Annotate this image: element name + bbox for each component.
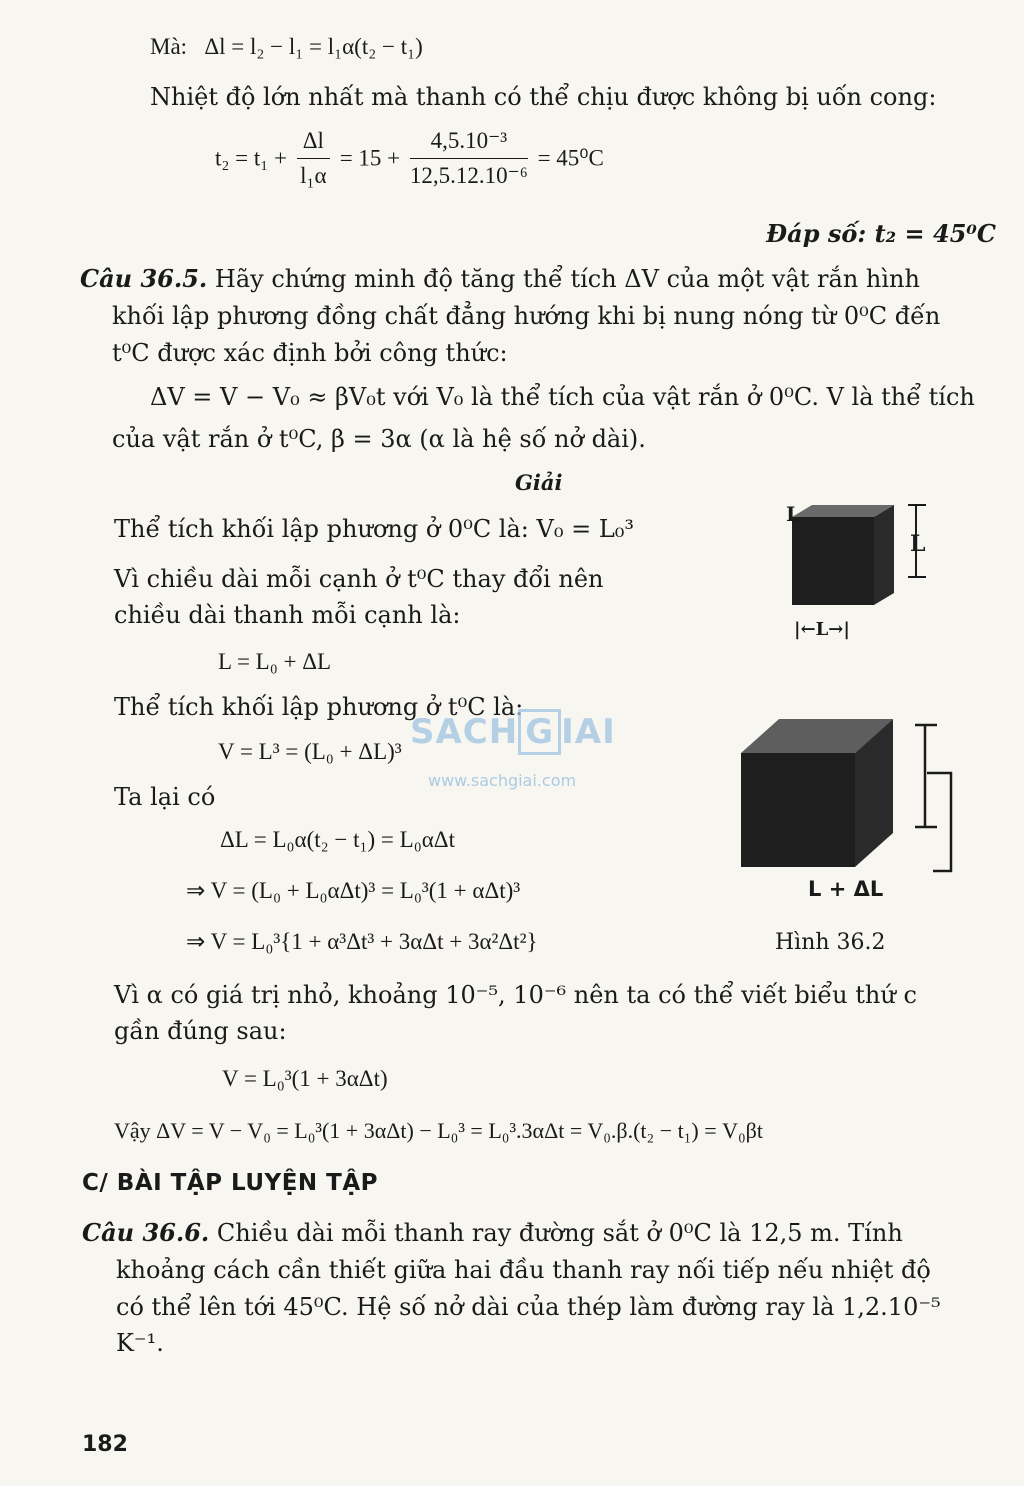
q365-line1 <box>80 262 920 296</box>
max-temp-text: Nhiệt độ lớn nhất mà thanh có thể chịu được không bị uốn cong: <box>150 83 937 111</box>
t2-equation <box>215 126 604 191</box>
step-4: Thể tích khối lập phương ở t⁰C là: <box>114 693 524 721</box>
small-cube-front <box>792 517 874 605</box>
big-cube-front <box>741 753 855 867</box>
step-10a: Vì α có giá trị nhỏ, khoảng 10⁻⁵, 10⁻⁶ nên ta có thể viết biểu thứ c <box>114 981 917 1009</box>
q366-line1 <box>82 1216 903 1250</box>
step-9: ⇒ V = L₀³{1 + α³Δt³ + 3αΔt + 3α²Δt²} <box>186 929 538 954</box>
q366-line4: K⁻¹. <box>116 1329 164 1357</box>
page-number: 182 <box>82 1432 128 1457</box>
watermark-brand-mid: G <box>518 709 561 755</box>
q366-line3: có thể lên tới 45⁰C. Hệ số nở dài của thép làm đường ray là 1,2.10⁻⁵ <box>116 1293 941 1321</box>
q366-text1: Chiều dài mỗi thanh ray đường sắt ở 0⁰C là 12,5 m. Tính <box>216 1219 903 1247</box>
step-8: ⇒ V = (L₀ + L₀αΔt)³ = L₀³(1 + αΔt)³ <box>186 878 521 903</box>
q365-line3: t⁰C được xác định bởi công thức: <box>112 339 508 367</box>
watermark-brand-left: SACH <box>410 712 519 752</box>
q366-line2: khoảng cách cần thiết giữa hai đầu thanh ray nối tiếp nếu nhiệt độ <box>116 1256 931 1284</box>
q365-line5: của vật rắn ở t⁰C, β = 3α (α là hệ số nở dài). <box>112 425 646 453</box>
ma-label: Mà: <box>150 34 188 59</box>
figure-caption: Hình 36.2 <box>775 930 886 955</box>
step-7: ΔL = L₀α(t₂ − t₁) = L₀αΔt <box>220 827 455 852</box>
fraction-values-den: 12,5.12.10⁻⁶ <box>409 163 528 188</box>
watermark-url: www.sachgiai.com <box>428 771 577 790</box>
fraction-values-num: 4,5.10⁻³ <box>410 126 528 159</box>
answer: Đáp số: t₂ = 45⁰C <box>766 219 996 248</box>
step-5: V = L³ = (L₀ + ΔL)³ <box>218 739 402 764</box>
small-side-label: L <box>910 531 926 557</box>
watermark-brand-right: IAI <box>561 712 616 752</box>
t2-result: = 45⁰C <box>537 145 604 171</box>
solution-heading: Giải <box>515 470 563 495</box>
big-bottom-label: L + ΔL <box>808 877 884 901</box>
q365-label: Câu 36.5. <box>80 264 208 293</box>
fraction-dl-den: l₁α <box>300 163 327 188</box>
small-bottom-label: |←L→| <box>794 619 850 640</box>
t2-mid: = 15 + <box>339 145 401 171</box>
q365-text1: Hãy chứng minh độ tăng thể tích ΔV của một vật rắn hình <box>214 265 920 293</box>
t2-lhs: t₂ = t₁ + <box>215 145 288 171</box>
step-3: L = L₀ + ΔL <box>218 649 332 674</box>
delta-bracket <box>927 773 951 871</box>
step-6: Ta lại có <box>114 783 216 811</box>
small-cube-figure <box>780 495 940 645</box>
fraction-dl <box>297 126 330 191</box>
step-1: Thể tích khối lập phương ở 0⁰C là: V₀ = L₀³ <box>114 515 635 543</box>
fraction-values <box>410 126 528 191</box>
step-11: V = L₀³(1 + 3αΔt) <box>222 1066 388 1091</box>
fraction-dl-num: Δl <box>297 126 330 159</box>
small-top-label: L <box>786 502 801 526</box>
ma-line <box>150 30 423 64</box>
step-10b: gần đúng sau: <box>114 1017 287 1045</box>
watermark-logo <box>410 712 616 752</box>
q365-line4: ΔV = V − V₀ ≈ βV₀t với V₀ là thể tích của vật rắn ở 0⁰C. V là thể tích <box>150 383 975 411</box>
q365-line2: khối lập phương đồng chất đẳng hướng khi bị nung nóng từ 0⁰C đến <box>112 302 941 330</box>
step-2a: Vì chiều dài mỗi cạnh ở t⁰C thay đổi nên <box>114 565 604 593</box>
step-2b: chiều dài thanh mỗi cạnh là: <box>114 601 461 629</box>
ma-formula: Δl = l₂ − l₁ = l₁α(t₂ − t₁) <box>204 34 423 59</box>
q366-label: Câu 36.6. <box>82 1218 210 1247</box>
small-cube-side <box>874 505 894 605</box>
section-c-heading: C/ BÀI TẬP LUYỆN TẬP <box>82 1170 379 1196</box>
step-12: Vậy ΔV = V − V₀ = L₀³(1 + 3αΔt) − L₀³ = L₀³.3αΔt = V₀.β.(t₂ − t₁) = V₀βt <box>114 1118 763 1143</box>
